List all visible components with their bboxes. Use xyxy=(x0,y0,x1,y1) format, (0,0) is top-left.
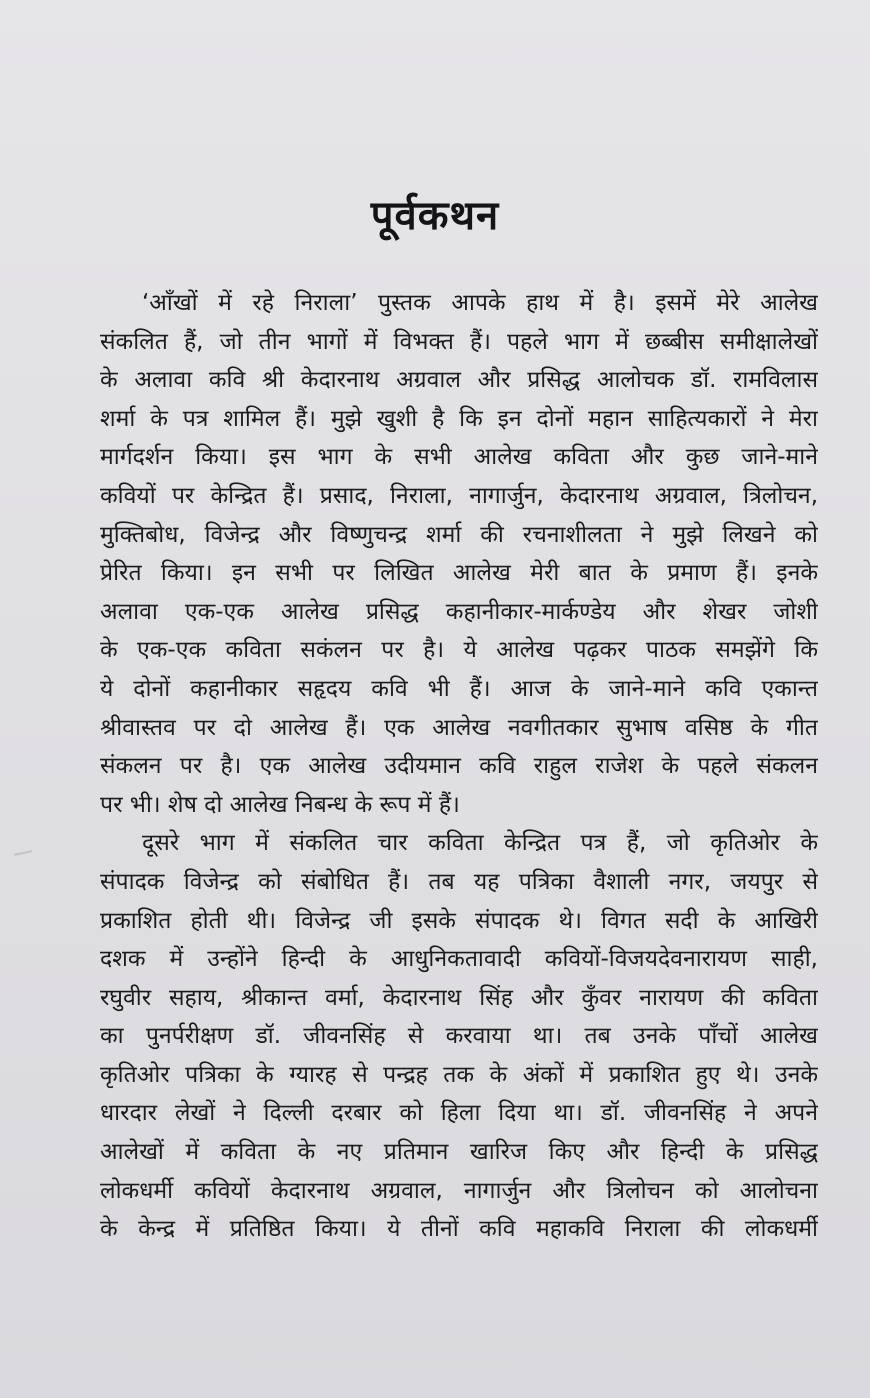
text-line: संकलन पर है। एक आलेख उदीयमान कवि राहुल राजेश के पहले संकलन xyxy=(100,753,818,780)
text-line: दशक में उन्होंने हिन्दी के आधुनिकतावादी कवियों-विजयदेवनारायण साही, xyxy=(100,946,818,973)
text-line: मार्गदर्शन किया। इस भाग के सभी आलेख कविता और कुछ जाने-माने xyxy=(100,444,818,471)
page-smudge xyxy=(14,850,32,856)
text-line: संकलित हैं, जो तीन भागों में विभक्त हैं। पहले भाग में छब्बीस समीक्षालेखों xyxy=(100,328,818,355)
text-line: प्रेरित किया। इन सभी पर लिखित आलेख मेरी बात के प्रमाण हैं। इनके xyxy=(100,560,818,587)
text-line: कृतिओर पत्रिका के ग्यारह से पन्द्रह तक के अंकों में प्रकाशित हुए थे। उनके xyxy=(100,1061,818,1088)
chapter-title: पूर्वकथन xyxy=(370,193,500,239)
text-line: का पुनर्परीक्षण डॉ. जीवनसिंह से करवाया था। तब उनके पाँचों आलेख xyxy=(100,1023,818,1050)
text-line: के अलावा कवि श्री केदारनाथ अग्रवाल और प्रसिद्ध आलोचक डॉ. रामविलास xyxy=(100,367,818,394)
text-line: मुक्तिबोध, विजेन्द्र और विष्णुचन्द्र शर्मा की रचनाशीलता ने मुझे लिखने को xyxy=(100,521,818,548)
text-line: के एक-एक कविता सकंलन पर है। ये आलेख पढ़कर पाठक समझेंगे कि xyxy=(100,637,818,664)
text-line: आलेखों में कविता के नए प्रतिमान खारिज किए और हिन्दी के प्रसिद्ध xyxy=(100,1139,818,1166)
text-line: ‘आँखों में रहे निराला’ पुस्तक आपके हाथ में है। इसमें मेरे आलेख xyxy=(142,290,818,316)
text-line: प्रकाशित होती थी। विजेन्द्र जी इसके संपादक थे। विगत सदी के आखिरी xyxy=(100,907,818,934)
text-line: के केन्द्र में प्रतिष्ठित किया। ये तीनों कवि महाकवि निराला की लोकधर्मी xyxy=(100,1216,818,1243)
text-line: धारदार लेखों ने दिल्ली दरबार को हिला दिया था। डॉ. जीवनसिंह ने अपने xyxy=(100,1100,818,1127)
text-line: दूसरे भाग में संकलित चार कविता केन्द्रित पत्र हैं, जो कृतिओर के xyxy=(142,830,818,857)
text-line: रघुवीर सहाय, श्रीकान्त वर्मा, केदारनाथ सिंह और कुँवर नारायण की कविता xyxy=(100,984,818,1011)
text-line: पर भी। शेष दो आलेख निबन्ध के रूप में हैं। xyxy=(100,791,460,818)
text-line: श्रीवास्तव पर दो आलेख हैं। एक आलेख नवगीतकार सुभाष वसिष्ठ के गीत xyxy=(100,714,818,741)
text-line: लोकधर्मी कवियों केदारनाथ अग्रवाल, नागार्जुन और त्रिलोचन को आलोचना xyxy=(100,1177,818,1204)
text-line: ये दोनों कहानीकार सहृदय कवि भी हैं। आज के जाने-माने कवि एकान्त xyxy=(100,675,818,702)
body-text xyxy=(100,284,818,1249)
text-line: अलावा एक-एक आलेख प्रसिद्ध कहानीकार-मार्कण्डेय और शेखर जोशी xyxy=(100,598,818,625)
text-line: संपादक विजेन्द्र को संबोधित हैं। तब यह पत्रिका वैशाली नगर, जयपुर से xyxy=(100,868,818,895)
text-line: शर्मा के पत्र शामिल हैं। मुझे खुशी है कि इन दोनों महान साहित्यकारों ने मेरा xyxy=(100,405,818,432)
text-line: कवियों पर केन्द्रित हैं। प्रसाद, निराला, नागार्जुन, केदारनाथ अग्रवाल, त्रिलोचन, xyxy=(100,482,818,509)
